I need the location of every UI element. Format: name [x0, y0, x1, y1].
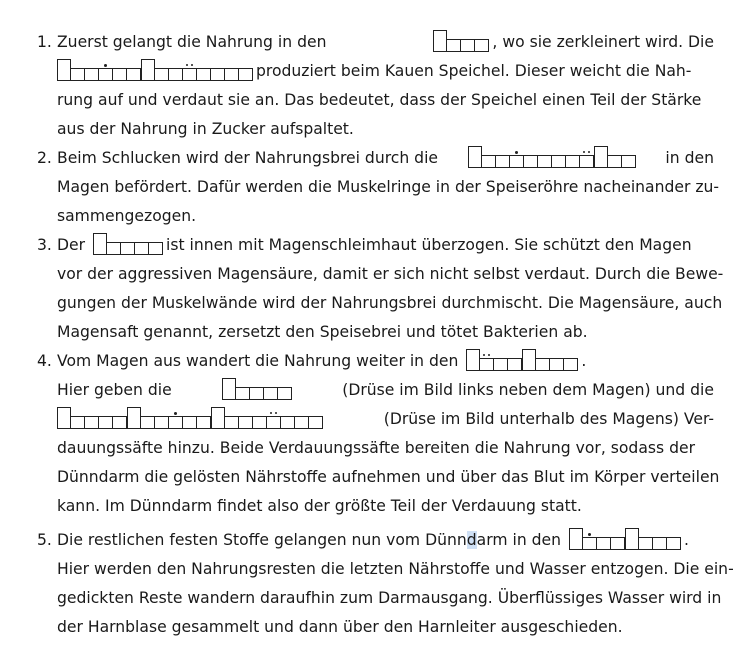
text-line: gedickten Reste wandern daraufhin zum Darmausgang. Überflüssiges Wasser wird in: [57, 589, 722, 607]
text-line: produziert beim Kauen Speichel. Dieser weicht die Nah-: [57, 57, 714, 86]
text-line: Hier werden den Nahrungsresten die letzten Nährstoffe und Wasser entzogen. Die ein-: [57, 560, 734, 578]
text-line: Magen befördert. Dafür werden die Muskelringe in der Speiseröhre nacheinander zu-: [57, 178, 720, 196]
answer-box-dickdarm[interactable]: [569, 528, 681, 550]
highlighted-letter: d: [466, 531, 477, 549]
text-line: Der ist innen mit Magenschleimhaut überzogen. Sie schützt den Magen: [57, 231, 692, 260]
answer-box-bauchspeicheldruese[interactable]: [57, 407, 323, 429]
text-line: Vom Magen aus wandert die Nahrung weiter in den .: [57, 347, 586, 376]
text-line: Magensaft genannt, zersetzt den Speisebrei und tötet Bakterien ab.: [57, 323, 588, 341]
text-line: der Harnblase gesammelt und dann über den Harnleiter ausgeschieden.: [57, 618, 623, 636]
item-number: 3.: [37, 236, 52, 254]
item-number: 2.: [37, 149, 52, 167]
text-line: dauungssäfte hinzu. Beide Verdauungssäfte bereiten die Nahrung vor, sodass der: [57, 439, 695, 457]
text-line: vor der aggressiven Magensäure, damit er sich nicht selbst verdaut. Durch die Bewe-: [57, 265, 724, 283]
text-line: Beim Schlucken wird der Nahrungsbrei durch die in den: [57, 144, 714, 173]
text-line: Dünndarm die gelösten Nährstoffe aufnehmen und über das Blut im Körper verteilen: [57, 468, 720, 486]
text-line: kann. Im Dünndarm findet also der größte Teil der Verdauung statt.: [57, 497, 582, 515]
answer-box-mund[interactable]: [433, 30, 489, 52]
answer-box-speiseroehre[interactable]: [468, 146, 636, 168]
answer-box-magen[interactable]: [93, 233, 163, 255]
text-line: Hier geben die (Drüse im Bild links neben dem Magen) und die: [57, 376, 714, 405]
text-line: Die restlichen festen Stoffe gelangen nun vom Dünndarm in den .: [57, 526, 689, 555]
answer-box-leber[interactable]: [222, 378, 292, 400]
text-line: aus der Nahrung in Zucker aufspaltet.: [57, 120, 354, 138]
text-line: rung auf und verdaut sie an. Das bedeutet, dass der Speichel einen Teil der Stärke: [57, 91, 702, 109]
answer-box-duenndarm[interactable]: [466, 349, 578, 371]
item-number: 4.: [37, 352, 52, 370]
text-line: sammengezogen.: [57, 207, 197, 225]
text-line: Zuerst gelangt die Nahrung in den , wo sie zerkleinert wird. Die: [57, 28, 714, 57]
item-number: 5.: [37, 531, 52, 549]
item-number: 1.: [37, 33, 52, 51]
text-line: gungen der Muskelwände wird der Nahrungsbrei durchmischt. Die Magensäure, auch: [57, 294, 723, 312]
answer-box-speicheldruesen[interactable]: [57, 59, 253, 81]
text-line: (Drüse im Bild unterhalb des Magens) Ver-: [57, 405, 714, 434]
